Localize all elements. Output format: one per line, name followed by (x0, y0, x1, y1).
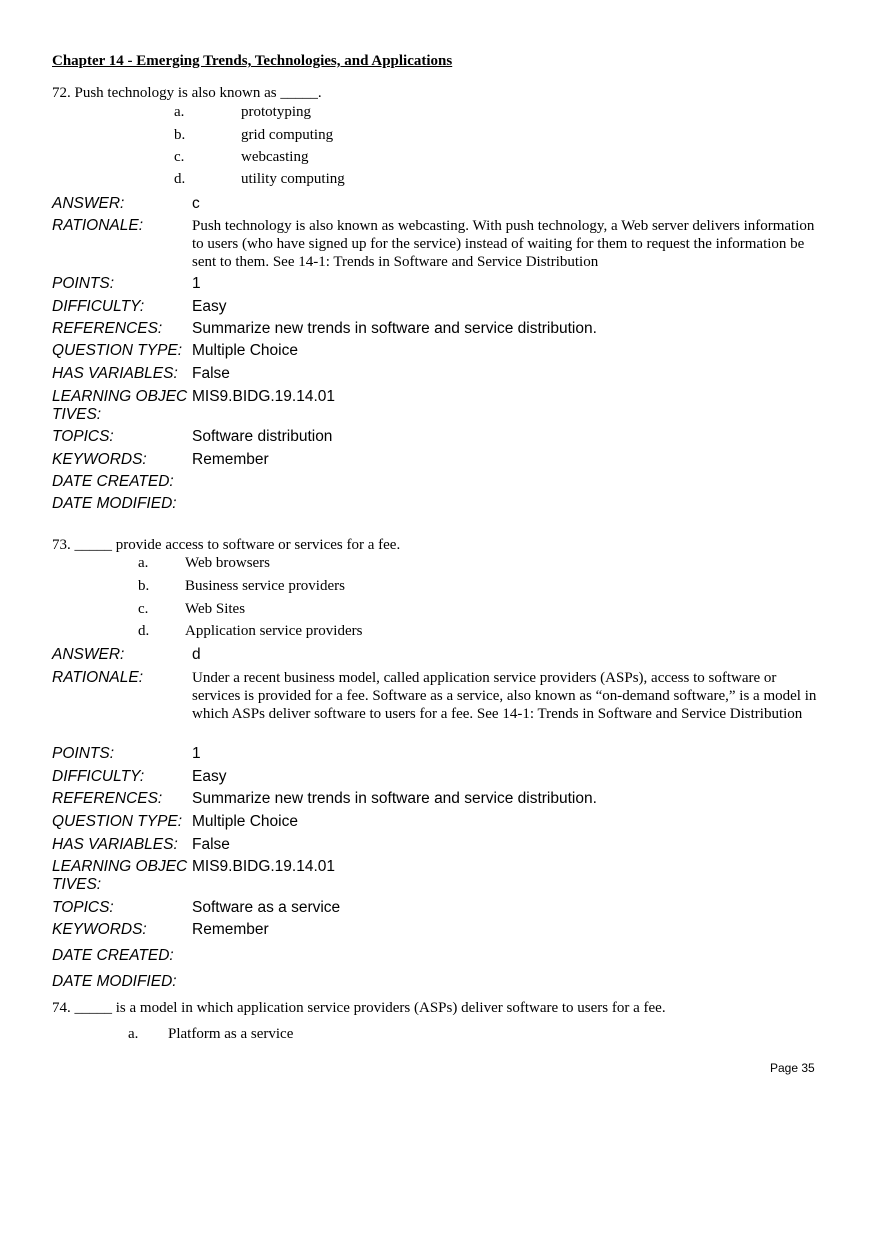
q73-references-label: REFERENCES: (52, 790, 163, 807)
q73-difficulty-label: DIFFICULTY: (52, 768, 145, 785)
q72-question-type-value: Multiple Choice (192, 342, 298, 359)
q72-keywords-value: Remember (192, 451, 269, 468)
q72-difficulty-value: Easy (192, 298, 227, 315)
q73-answer-label: ANSWER: (52, 646, 125, 663)
q72-option-c-letter: c. (174, 149, 185, 165)
q72-option-d-text: utility computing (241, 171, 345, 187)
chapter-title: Chapter 14 - Emerging Trends, Technologies, and Applications (52, 53, 453, 69)
question-72-text: 72. Push technology is also known as _____. (52, 85, 322, 101)
q72-option-a-text: prototyping (241, 104, 311, 120)
question-74-text: 74. _____ is a model in which application service providers (ASPs) deliver software to users for a fee. (52, 1000, 666, 1016)
q72-option-a-letter: a. (174, 104, 185, 120)
q72-references-value: Summarize new trends in software and service distribution. (192, 320, 597, 337)
q72-option-c-text: webcasting (241, 149, 309, 165)
q72-points-label: POINTS: (52, 275, 115, 292)
q73-option-a-letter: a. (138, 555, 149, 571)
q72-option-b-text: grid computing (241, 127, 334, 143)
q73-references-value: Summarize new trends in software and service distribution. (192, 790, 597, 807)
q73-learning-objectives-value: MIS9.BIDG.19.14.01 (192, 858, 336, 875)
q72-learning-objectives-value: MIS9.BIDG.19.14.01 (192, 388, 336, 405)
q73-date-modified-label: DATE MODIFIED: (52, 973, 177, 990)
q72-topics-value: Software distribution (192, 428, 333, 445)
q72-keywords-label: KEYWORDS: (52, 451, 147, 468)
q72-question-type-label: QUESTION TYPE: (52, 342, 183, 359)
q73-option-a-text: Web browsers (185, 555, 271, 571)
q73-option-b-text: Business service providers (185, 578, 345, 594)
q73-option-b-letter: b. (138, 578, 150, 594)
q73-question-type-value: Multiple Choice (192, 813, 298, 830)
q74-option-a-text: Platform as a service (168, 1026, 294, 1042)
q72-has-variables-value: False (192, 365, 230, 382)
q72-date-modified-label: DATE MODIFIED: (52, 495, 177, 512)
q72-learning-objectives-label: LEARNING OBJECTIVES: (52, 388, 188, 423)
q72-references-label: REFERENCES: (52, 320, 163, 337)
q73-option-d-text: Application service providers (185, 623, 363, 639)
q73-option-d-letter: d. (138, 623, 150, 639)
q73-option-c-letter: c. (138, 601, 149, 617)
q73-topics-value: Software as a service (192, 899, 341, 916)
q72-option-d-letter: d. (174, 171, 186, 187)
q73-rationale-text: Under a recent business model, called application service providers (ASPs), access to software or services is provided for a fee. Software as a service, also known as “on-demand software,” is a model in which ASPs deliver software to users for a fee. See 14-1: Trends in Software and Service Distribution (192, 670, 817, 722)
q73-difficulty-value: Easy (192, 768, 227, 785)
question-73-text: 73. _____ provide access to software or services for a fee. (52, 537, 401, 553)
q74-option-a-letter: a. (128, 1026, 139, 1042)
q72-points-value: 1 (192, 275, 201, 292)
q73-points-value: 1 (192, 745, 201, 762)
q73-points-label: POINTS: (52, 745, 115, 762)
q72-option-b-letter: b. (174, 127, 186, 143)
q73-option-c-text: Web Sites (185, 601, 246, 617)
q73-question-type-label: QUESTION TYPE: (52, 813, 183, 830)
q73-keywords-label: KEYWORDS: (52, 921, 147, 938)
page-number: Page 35 (770, 1061, 815, 1075)
q73-date-created-label: DATE CREATED: (52, 947, 174, 964)
q72-difficulty-label: DIFFICULTY: (52, 298, 145, 315)
q72-rationale-label: RATIONALE: (52, 217, 144, 234)
q73-topics-label: TOPICS: (52, 899, 114, 916)
q72-has-variables-label: HAS VARIABLES: (52, 365, 178, 382)
q72-answer-label: ANSWER: (52, 195, 125, 212)
q72-topics-label: TOPICS: (52, 428, 114, 445)
q73-answer-value: d (192, 646, 201, 663)
q73-has-variables-label: HAS VARIABLES: (52, 836, 178, 853)
q73-learning-objectives-label: LEARNING OBJECTIVES: (52, 858, 188, 893)
q73-rationale-label: RATIONALE: (52, 669, 144, 686)
q73-keywords-value: Remember (192, 921, 269, 938)
q72-rationale-text: Push technology is also known as webcasting. With push technology, a Web server delivers information to users (who have signed up for the service) instead of waiting for them to request the information be sent to them. See 14-1: Trends in Software and Service Distribution (192, 218, 815, 270)
q72-date-created-label: DATE CREATED: (52, 473, 174, 490)
q73-has-variables-value: False (192, 836, 230, 853)
q72-answer-value: c (192, 195, 200, 212)
